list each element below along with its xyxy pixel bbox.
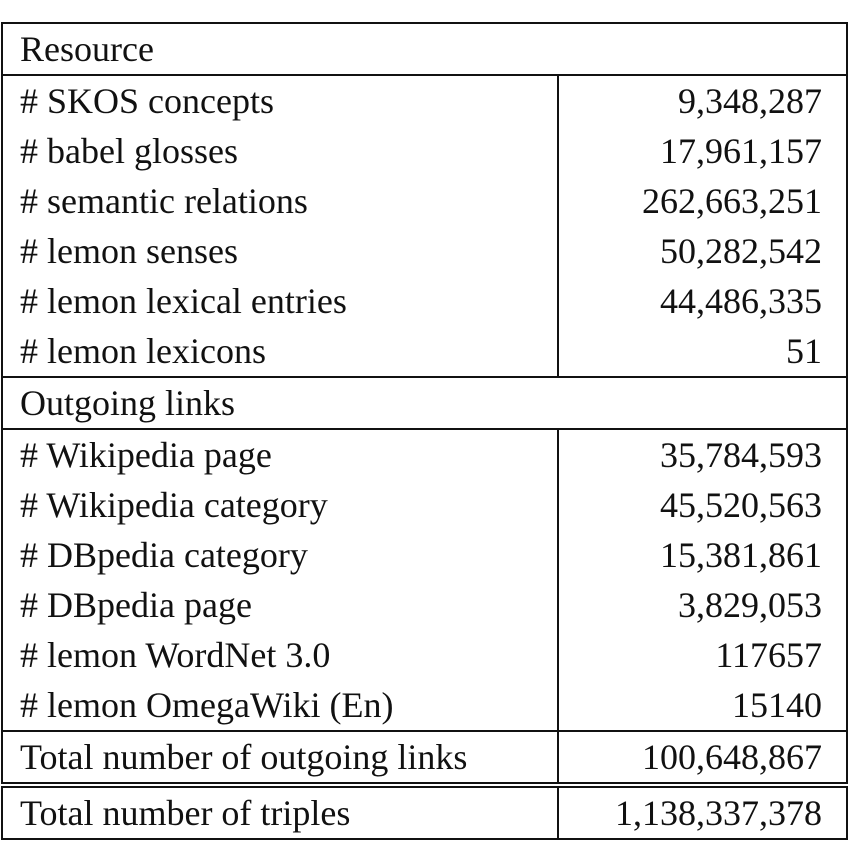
row-value: 262,663,251: [642, 181, 822, 221]
row-value: 35,784,593: [660, 435, 822, 475]
row-value: 17,961,157: [660, 131, 822, 171]
table-row: [3, 680, 846, 730]
row-label: # Wikipedia category: [3, 480, 559, 530]
table-row: [3, 530, 846, 580]
table-row: [3, 430, 846, 480]
statistics-table: [1, 22, 848, 784]
table-row: [3, 126, 846, 176]
row-value: 3,829,053: [678, 585, 822, 625]
row-value: 100,648,867: [642, 737, 822, 777]
row-label: # DBpedia page: [3, 580, 559, 630]
row-value: 44,486,335: [660, 281, 822, 321]
row-label: # lemon OmegaWiki (En): [3, 680, 559, 730]
row-value: 117657: [715, 635, 822, 675]
table-row: [3, 580, 846, 630]
row-value: 15,381,861: [660, 535, 822, 575]
row-value: 50,282,542: [660, 231, 822, 271]
row-value: 51: [786, 331, 822, 371]
table-row: [3, 276, 846, 326]
table-row: [3, 76, 846, 126]
table-row: [3, 176, 846, 226]
table-row: [3, 226, 846, 276]
row-label: # lemon senses: [3, 226, 559, 276]
resource-rows: [3, 74, 846, 376]
row-label: # babel glosses: [3, 126, 559, 176]
row-value: 1,138,337,378: [615, 793, 822, 833]
table-row: [3, 630, 846, 680]
row-label: Total number of outgoing links: [3, 732, 559, 782]
triples-table: [1, 786, 848, 840]
row-value: 15140: [732, 685, 822, 725]
row-label: Total number of triples: [3, 788, 559, 838]
row-label: # DBpedia category: [3, 530, 559, 580]
outgoing-section-header: Outgoing links: [3, 376, 846, 428]
row-label: # lemon lexicons: [3, 326, 559, 376]
outgoing-rows: [3, 428, 846, 730]
row-label: # semantic relations: [3, 176, 559, 226]
table-row-total-outgoing: [3, 730, 846, 782]
row-label: # lemon WordNet 3.0: [3, 630, 559, 680]
row-label: # lemon lexical entries: [3, 276, 559, 326]
table-row-total-triples: [3, 788, 846, 838]
row-label: # Wikipedia page: [3, 430, 559, 480]
row-value: 45,520,563: [660, 485, 822, 525]
table-row: [3, 480, 846, 530]
table-row: [3, 326, 846, 376]
row-label: # SKOS concepts: [3, 76, 559, 126]
resource-section-header: Resource: [20, 29, 154, 69]
row-value: 9,348,287: [678, 81, 822, 121]
